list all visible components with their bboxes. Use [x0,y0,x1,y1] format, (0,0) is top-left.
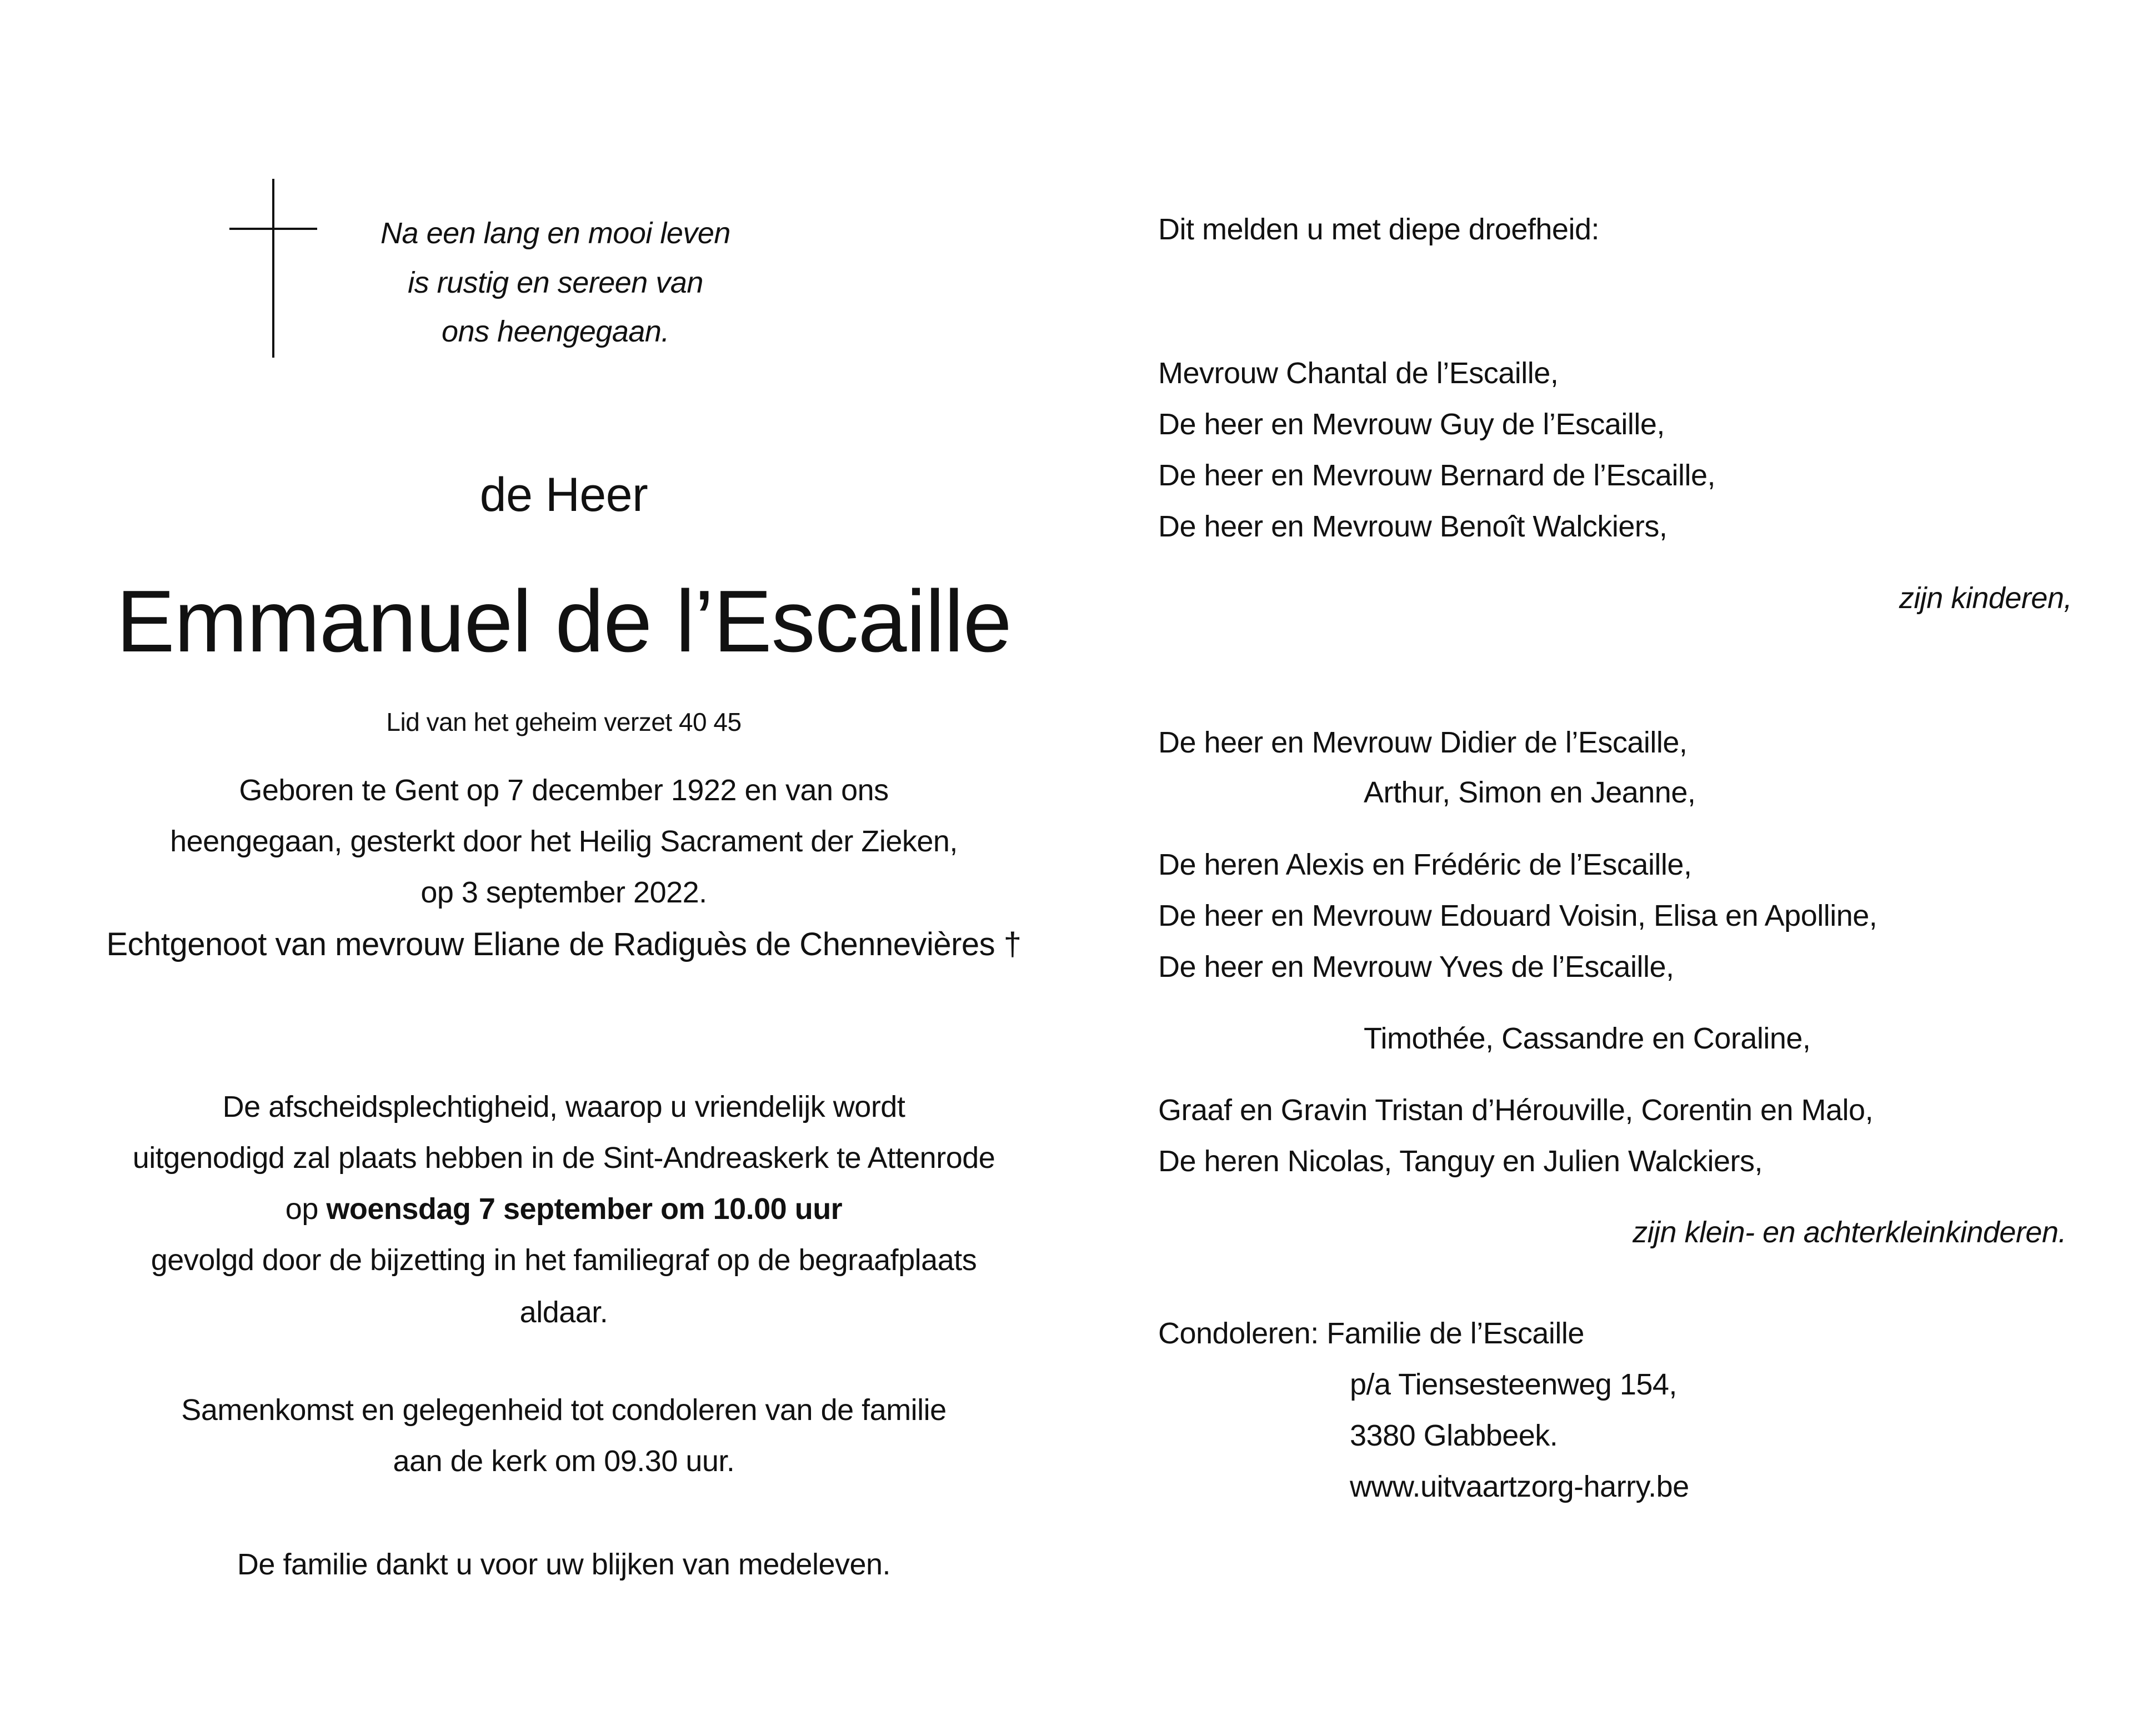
child-line-4: De heer en Mevrouw Benoît Walckiers, [1158,510,1668,543]
birth-death-line-2: heengegaan, gesterkt door het Heilig Sacrament der Zieken, [170,825,958,858]
ceremony-line-1: De afscheidsplechtigheid, waarop u vriendelijk wordt [222,1090,905,1123]
family-intro: Dit melden u met diepe droefheid: [1158,213,1599,246]
spouse: Echtgenoot van mevrouw Eliane de Radiguès de Chennevières † [106,926,1022,962]
ceremony-line-5: aldaar. [519,1296,608,1329]
cross-icon-vertical [272,179,274,358]
condolences-website[interactable]: www.uitvaartzorg-harry.be [1350,1470,1689,1503]
condolences-address-2: 3380 Glabbeek. [1350,1419,1558,1452]
child-line-1: Mevrouw Chantal de l’Escaille, [1158,357,1559,390]
grandchild-line-3: De heren Alexis en Frédéric de l’Escaille, [1158,848,1692,881]
birth-death-line-1: Geboren te Gent op 7 december 1922 en van ons [239,774,889,807]
ceremony-line-3 [0,1194,1128,1224]
grandchild-line-5: De heer en Mevrouw Yves de l’Escaille, [1158,950,1674,984]
honorific: de Heer [479,468,648,521]
birth-death-line-3: op 3 september 2022. [420,876,707,909]
grandchild-line-4: De heer en Mevrouw Edouard Voisin, Elisa en Apolline, [1158,899,1877,932]
grandchild-line-1: De heer en Mevrouw Didier de l’Escaille, [1158,726,1688,759]
grandchild-line-2: Arthur, Simon en Jeanne, [1364,776,1696,809]
ceremony-line-4: gevolgd door de bijzetting in het familiegraf op de begraafplaats [151,1243,977,1277]
child-line-2: De heer en Mevrouw Guy de l’Escaille, [1158,408,1665,441]
verse-line-3: ons heengegaan. [442,315,669,348]
verse-line-2: is rustig en sereen van [408,266,703,299]
condolences-address-1: p/a Tiensesteenweg 154, [1350,1368,1677,1401]
gathering-line-1: Samenkomst en gelegenheid tot condoleren van de familie [181,1393,947,1427]
condolences-label: Condoleren: Familie de l’Escaille [1158,1317,1584,1350]
ceremony-line-2: uitgenodigd zal plaats hebben in de Sint-Andreaskerk te Attenrode [132,1141,995,1175]
cross-icon-horizontal [229,228,317,230]
ceremony-date-time: woensdag 7 september om 10.00 uur [326,1192,843,1226]
distinction: Lid van het geheim verzet 40 45 [386,708,742,736]
grandchild-line-6: Timothée, Cassandre en Coraline, [1364,1022,1811,1055]
thanks: De familie dankt u voor uw blijken van medeleven. [237,1548,891,1581]
grandchild-line-7: Graaf en Gravin Tristan d’Hérouville, Corentin en Malo, [1158,1093,1874,1127]
grandchildren-label: zijn klein- en achterkleinkinderen. [1633,1216,2066,1249]
child-line-3: De heer en Mevrouw Bernard de l’Escaille, [1158,459,1715,492]
children-label: zijn kinderen, [1899,581,2072,615]
ceremony-prefix: op [285,1192,327,1226]
verse-line-1: Na een lang en mooi leven [380,217,730,250]
grandchild-line-8: De heren Nicolas, Tanguy en Julien Walckiers, [1158,1145,1763,1178]
deceased-name: Emmanuel de l’Escaille [116,573,1012,670]
gathering-line-2: aan de kerk om 09.30 uur. [393,1444,735,1478]
